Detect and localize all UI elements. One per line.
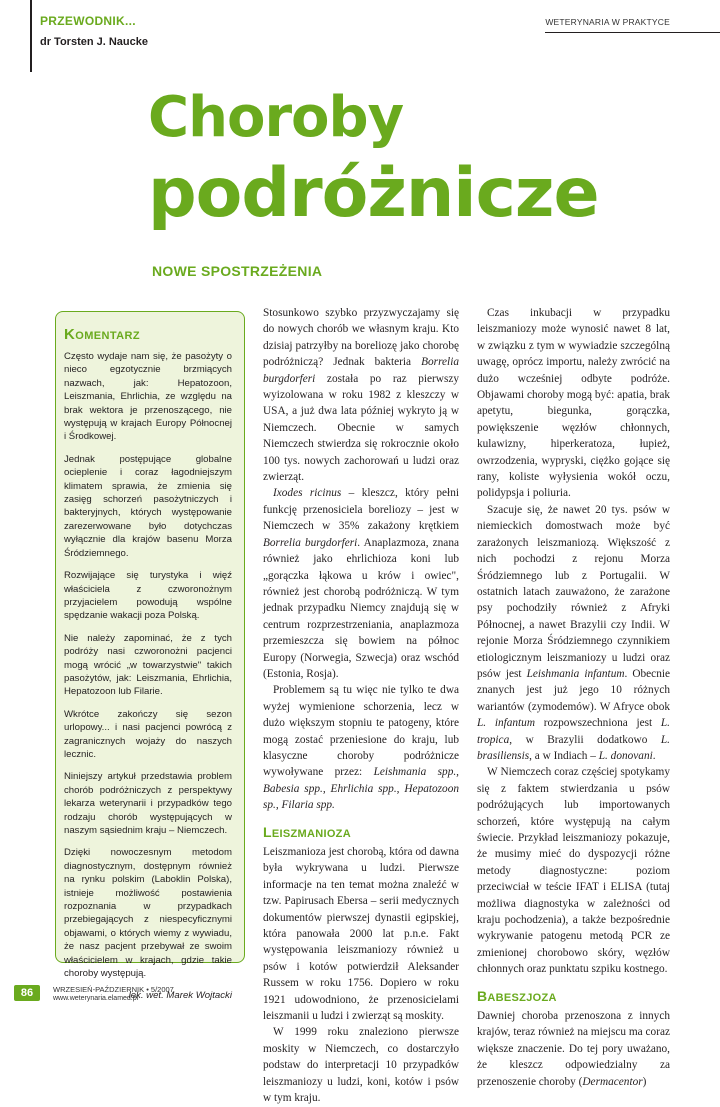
paragraph	[263, 305, 459, 485]
comment-paragraph: Wkrótce zakończy się sezon urlopowy... i nasi pacjenci powrócą z zagranicznych wojaży do naszych lecznic.	[64, 708, 232, 760]
text-run: Szacuje się, że nawet 20 tys. psów w niemieckich domostwach może być zarażonych leiszmaniozą. Większość z nich pochodzi z rejonu Morza Śródziemnego lub z Portugalii. W ostatnich latach zauważono, że zarażone psy pochodziły również z Afryki Północnej, a nawet Brazylii czy Indii. W rejonie Morza Śródziemnego czynnikiem etiologicznym leiszmaniozy u ludzi oraz psów jest	[477, 503, 670, 680]
paragraph: W Niemczech coraz częściej spotykamy się z faktem stwierdzania u psów podróżujących lub importowanych schorzeń, które występują na całym świecie. Przykład leiszmaniozy pokazuje, że musimy mieć do dyspozycji różne metody diagnostyczne: poziom przeciwciał w teście IFAT i ELISA (tutaj możliwa diagnostyka w zależności od kraju pochodzenia), a także bezpośrednie wykrywanie patogenu metodą PCR ze zmienionej chorobowo skóry, węzłów chłonnych oraz punktatu szpiku kostnego.	[477, 766, 670, 976]
issue-label: WRZESIEŃ-PAŹDZIERNIK • 5/2007	[53, 985, 174, 994]
footer-url[interactable]: www.weterynaria.elamed.pl	[53, 995, 139, 1002]
text-run: Stosunkowo szybko przyzwyczajamy się do nowych chorób we własnym kraju. Kto dzisiaj patrzyłby na boreliozę jako chorobę podróżniczą? Jednak bakteria	[263, 307, 459, 369]
italic-term: L. tropica	[477, 717, 670, 746]
heading-cap: L	[263, 823, 272, 840]
section-label: PRZEWODNIK...	[40, 14, 136, 28]
italic-term: Borrelia burgdorferi	[263, 356, 459, 385]
italic-term: Leishmania spp., Babesia spp., Ehrlichia spp., Hepatozoon sp., Filaria spp.	[263, 766, 459, 812]
text-run: )	[642, 1075, 647, 1088]
heading-cap: B	[477, 987, 488, 1004]
text-run: Dawniej choroba przenoszona z innych krajów, teraz również na miejscu ma coraz większe znaczenie. Do tej pory uważano, że kleszcz odpowiedzialny za przenoszenie choroby (	[477, 1010, 670, 1088]
paragraph: W 1999 roku znaleziono pierwsze moskity w Niemczech, co dostarczyło podstaw do interpretacji 10 przypadków leiszmaniozy u ludzi, koni, kotów i psów w tym kraju.	[263, 1026, 459, 1105]
heading-rest: ABESZJOZA	[487, 991, 557, 1004]
page-number: 86	[14, 985, 40, 1001]
text-run: . Anaplazmoza, znana również jako ehrlichioza koni lub „gorączka łąkowa u krów i owiec", również jest chorobą podróżniczą. W tym jednak przypadku Niemcy znajdują się w centrum rozprzestrzeniania, anaplazmoza przemieszcza się bowiem na północ Europy (Norwegia, Szwecja) oraz wschód (Estonia, Rosja).	[263, 536, 459, 680]
italic-term: L. brasiliensis	[477, 733, 670, 762]
text-run: rozpowszechniona jest	[535, 717, 661, 730]
paragraph	[263, 682, 459, 813]
paragraph	[477, 1008, 670, 1090]
text-run: , a w Indiach –	[529, 749, 599, 762]
section-heading-leiszmanioza	[263, 824, 459, 842]
text-column-3	[477, 305, 670, 1090]
text-run: – kleszcz, który pełni funkcję przenosiciela boreliozy – jest w Niemczech w 35% zakażony krętkiem	[263, 487, 459, 533]
title-line-2: podróżnicze	[148, 154, 599, 233]
magazine-name: WETERYNARIA W PRAKTYCE	[545, 17, 670, 27]
comment-paragraph: Nie należy zapominać, że z tych podróży nasi czworonożni pacjenci mogą wrócić „w towarzystwie" takich pasożytów, jak: Leiszmania, Ehrlichia, Hepatozoon lub Filarie.	[64, 632, 232, 698]
italic-term: Ixodes ricinus	[273, 487, 342, 500]
italic-term: Dermacentor	[582, 1075, 643, 1088]
italic-term: L. donovani	[598, 749, 653, 762]
italic-term: L. infantum	[477, 717, 535, 730]
header-horizontal-rule	[545, 32, 720, 33]
comment-paragraph: Rozwijające się turystyka i więź właściciela z czworonożnym przyjacielem powodują wspólne spędzanie wakacji poza Polską.	[64, 570, 232, 622]
section-heading-babeszjoza	[477, 988, 670, 1006]
subtitle: NOWE SPOSTRZEŻENIA	[152, 263, 323, 279]
comment-title-cap: K	[64, 326, 76, 343]
comment-paragraph: Jednak postępujące globalne ocieplenie i coraz łagodniejszym klimatem sprawia, że zmienia się zasięg schorzeń pasożytniczych i bakteryjnych, których występowanie zarezerwowane było dotychczas wyłącznie dla krajów basenu Morza Śródziemnego.	[64, 453, 232, 559]
text-run: została po raz pierwszy wyizolowana w roku 1982 z kleszczy w USA, a już dwa lata później wykryto ją w Niemczech. Obecnie w samych Niemczech stwierdza się rokrocznie około 100 tys. nowych zachorowań u ludzi oraz zwierząt.	[263, 372, 459, 484]
italic-term: Leishmania infantum	[526, 667, 625, 680]
paragraph: Leiszmanioza jest chorobą, która od dawna była wykrywana u ludzi. Pierwsze informacje na ten temat można znaleźć w tzw. Papirusach Ebersa – serii medycznych dokumentów pierwszej dynastii egipskiej, która panowała 2000 lat p.n.e. Fakt występowania leiszmaniozy również u psów i kotów potwierdził Aleksander Russem w roku 1756. Dopiero w roku 1921 udowodniono, że przenosicielami leiszmanii u ludzi i zwierząt są moskity.	[263, 846, 459, 1023]
comment-paragraph: Często wydaje nam się, że pasożyty o nieco egzotycznie brzmiących nazwach, jak: Hepatozoon, Leiszmania, Ehrlichia, ze względu na brak wektora je przenoszącego, nie występują w krajach Europy Północnej i Środkowej.	[64, 351, 232, 443]
text-column-2	[263, 305, 459, 1107]
comment-title-rest: OMENTARZ	[75, 330, 140, 342]
comment-paragraph: Dzięki nowoczesnym metodom diagnostycznym, dostępnym również na rynku polskim (Laboklin Polska), istnieje możliwość postawienia rozpoznania w przypadkach przebiegających z niespecyficznymi objawami, o których wiemy z wywiadu, że nasz pacjent przebywał ze swoim właścicielem w krajach, gdzie takie choroby występują.	[64, 847, 232, 980]
paragraph	[263, 485, 459, 682]
title-line-1: Choroby	[148, 85, 404, 150]
paragraph: Czas inkubacji w przypadku leiszmaniozy może wynosić nawet 8 lat, w związku z tym w wywiadzie szczególną uwagę, oprócz importu, należy zwrócić na dużo wcześniej odbyte podróże. Objawami choroby mogą być: apatia, brak apetytu, biegunka, gorączka, powiększenie węzłów chłonnych, kulawizny, hiperkeratoza, łupież, owrzodzenia, wypryski, ciężko gojące się rany, koliste wyłysienia wokół oczu, polidypsja i poliuria.	[477, 307, 670, 500]
header-vertical-rule	[30, 0, 32, 72]
comment-paragraph: Niniejszy artykuł przedstawia problem chorób podróżniczych z perspektywy lekarza weterynarii i przypadków tego rodzaju chorób występujących w naszym sąsiednim kraju – Niemczech.	[64, 771, 232, 836]
heading-rest: EISZMANIOZA	[271, 827, 351, 840]
text-run: , w Brazylii dodatkowo	[509, 733, 661, 746]
text-run: . Obecnie znanych jest już jego 10 różnych wariantów (zymodemów). W Afryce obok	[477, 667, 670, 713]
text-run: .	[652, 749, 656, 762]
comment-box-title	[64, 326, 244, 343]
italic-term: Borrelia burgdorferi	[263, 536, 358, 549]
author: dr Torsten J. Naucke	[40, 36, 148, 48]
comment-signature: lek. wet. Marek Wojtacki	[128, 990, 232, 1002]
paragraph	[477, 502, 670, 765]
text-run: Problemem są tu więc nie tylko te dwa wyżej wymienione schorzenia, lecz w dużo większym stopniu te patogeny, które mogą zostać przeniesione do kraju, lub klasyczne choroby podróżnicze wywoływane przez:	[263, 684, 459, 779]
